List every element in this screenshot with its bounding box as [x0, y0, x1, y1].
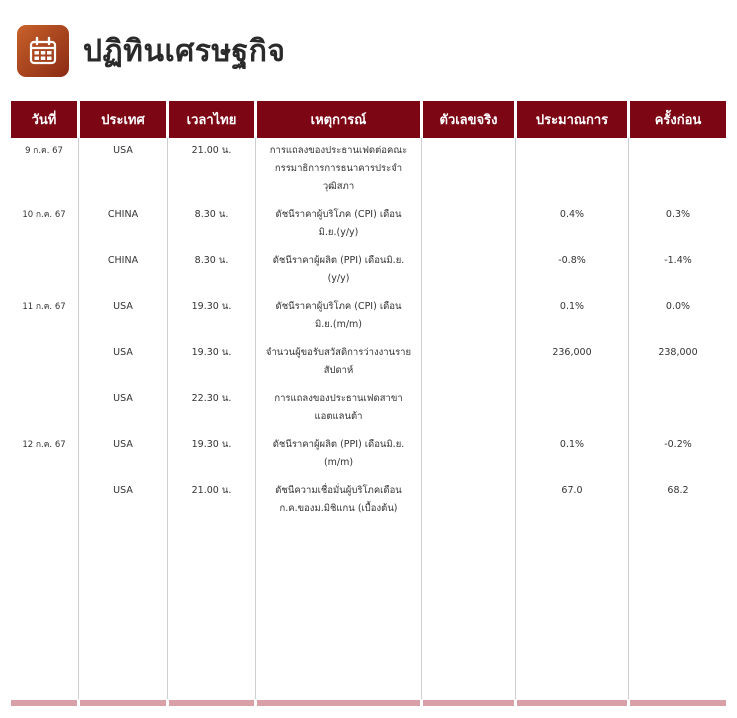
column-previous	[630, 101, 726, 706]
cell-forecast: 0.1%	[559, 439, 585, 450]
cell-forecast: 0.1%	[559, 301, 585, 312]
cell-previous: 68.2	[667, 485, 689, 496]
cell-time: 22.30 น.	[191, 393, 232, 404]
cell-event: การแถลงของประธานเฟดต่อคณะกรรมาธิการการธนาคารประจำวุฒิสภา	[269, 145, 408, 192]
cell-previous: -0.2%	[664, 439, 692, 450]
cell-event: การแถลงของประธานเฟดสาขาแอตแลนต้า	[274, 393, 403, 422]
column-divider	[421, 138, 422, 699]
cell-country: USA	[113, 393, 133, 404]
cell-previous: -1.4%	[664, 255, 692, 266]
cell-forecast: -0.8%	[558, 255, 586, 266]
column-actual	[423, 101, 514, 706]
footer-bar	[169, 700, 254, 706]
header-time: เวลาไทย	[169, 101, 254, 138]
cell-time: 21.00 น.	[191, 485, 232, 496]
footer-bar	[257, 700, 420, 706]
cell-country: USA	[113, 301, 133, 312]
cell-date: 11 ก.ค. 67	[22, 302, 66, 312]
column-divider	[78, 138, 79, 699]
cell-forecast: 67.0	[561, 485, 583, 496]
cell-event: ดัชนีความเชื่อมั่นผู้บริโภคเดือนก.ค.ของม.มิชิแกน (เบื้องต้น)	[275, 485, 402, 514]
cell-previous: 0.0%	[665, 301, 691, 312]
cell-time: 21.00 น.	[191, 145, 232, 156]
header-forecast: ประมาณการ	[517, 101, 627, 138]
column-forecast	[517, 101, 627, 706]
column-date	[11, 101, 77, 706]
footer-bar	[423, 700, 514, 706]
footer-bar	[630, 700, 726, 706]
column-divider	[167, 138, 168, 699]
cell-event: ดัชนีราคาผู้ผลิต (PPI) เดือนมิ.ย.(y/y)	[272, 255, 405, 284]
cell-forecast: 236,000	[552, 347, 592, 358]
page-title: ปฏิทินเศรษฐกิจ	[83, 33, 286, 69]
cell-event: ดัชนีราคาผู้บริโภค (CPI) เดือนมิ.ย.(y/y)	[275, 209, 402, 238]
cell-country: USA	[113, 145, 133, 156]
cell-country: CHINA	[107, 209, 139, 220]
cell-event: ดัชนีราคาผู้บริโภค (CPI) เดือนมิ.ย.(m/m)	[275, 301, 402, 330]
header-event: เหตุการณ์	[257, 101, 420, 138]
column-divider	[628, 138, 629, 699]
cell-time: 19.30 น.	[191, 439, 232, 450]
column-divider	[255, 138, 256, 699]
cell-country: CHINA	[107, 255, 139, 266]
cell-date: 9 ก.ค. 67	[25, 146, 63, 156]
cell-time: 19.30 น.	[191, 347, 232, 358]
cell-time: 8.30 น.	[194, 209, 229, 220]
footer-bar	[517, 700, 627, 706]
footer-bar	[11, 700, 77, 706]
cell-forecast: 0.4%	[559, 209, 585, 220]
header-date: วันที่	[11, 101, 77, 138]
cell-time: 8.30 น.	[194, 255, 229, 266]
header-previous: ครั้งก่อน	[630, 101, 726, 138]
header-actual: ตัวเลขจริง	[423, 101, 514, 138]
cell-date: 10 ก.ค. 67	[22, 210, 66, 220]
header-country: ประเทศ	[80, 101, 166, 138]
cell-previous: 0.3%	[665, 209, 691, 220]
cell-date: 12 ก.ค. 67	[22, 440, 66, 450]
cell-country: USA	[113, 439, 133, 450]
cell-country: USA	[113, 347, 133, 358]
cell-event: จำนวนผู้ขอรับสวัสดิการว่างงานรายสัปดาห์	[265, 347, 412, 376]
cell-time: 19.30 น.	[191, 301, 232, 312]
cell-previous: 238,000	[658, 347, 698, 358]
column-divider	[515, 138, 516, 699]
footer-bar	[80, 700, 166, 706]
cell-country: USA	[113, 485, 133, 496]
cell-event: ดัชนีราคาผู้ผลิต (PPI) เดือนมิ.ย.(m/m)	[272, 439, 405, 468]
